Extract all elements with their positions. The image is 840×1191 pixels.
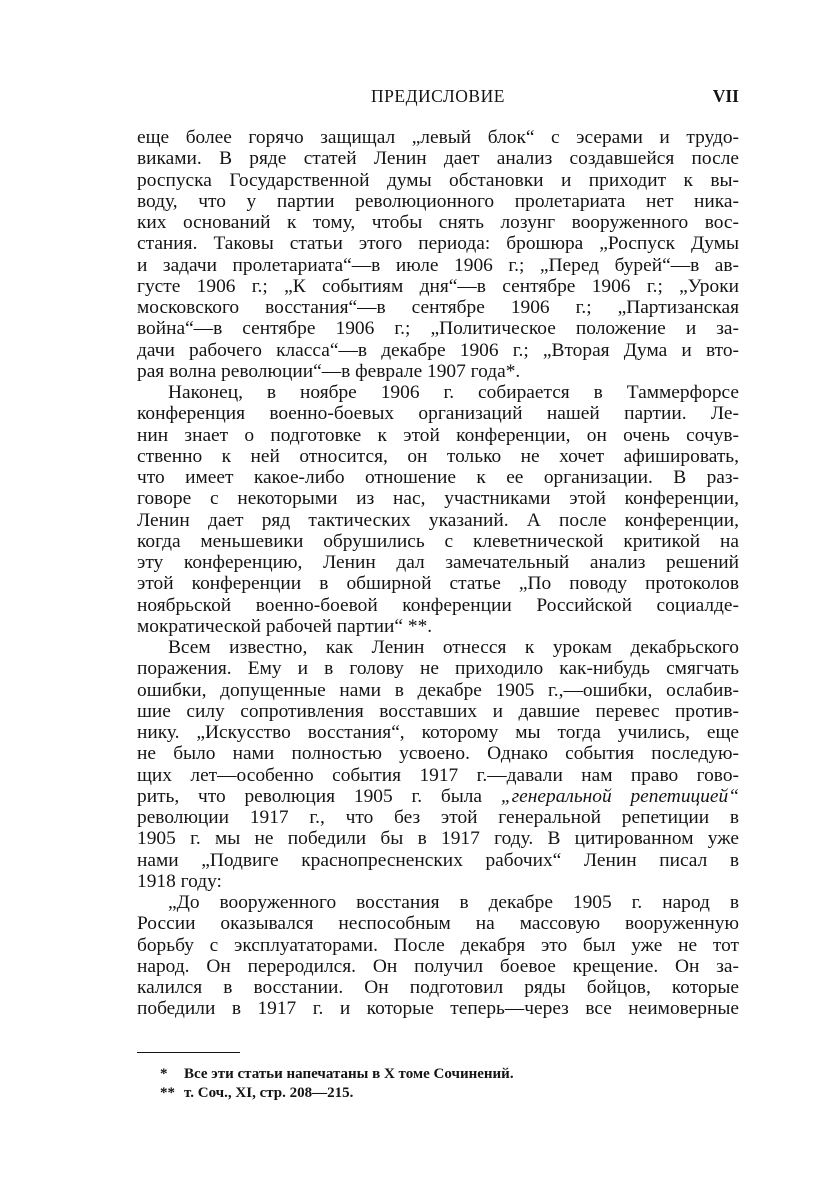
- running-head: [137, 86, 739, 110]
- text-line: шие силу сопротивления восставших и давшие перевес против-: [137, 700, 739, 722]
- footnote-text: Все эти статьи напечатаны в X томе Сочинений.: [184, 1066, 514, 1082]
- text-line: эту конференцию, Ленин дал замечательный анализ решений: [137, 552, 739, 573]
- text-line: борьбу с эксплуататорами. После декабря это был уже не тот: [137, 934, 739, 956]
- text-line: ошибки, допущенные нами в декабре 1905 г.,—ошибки, ослабив-: [137, 679, 739, 701]
- text-line: конференция военно-боевых организаций нашей партии. Ле-: [137, 403, 739, 425]
- footnote-mark: *: [160, 1066, 168, 1082]
- body-text: [137, 127, 739, 1020]
- footnote-mark: **: [160, 1084, 175, 1101]
- text-line: 1918 году:: [137, 870, 222, 892]
- text-line: ноябрьской военно-боевой конференции Российской социалде-: [137, 594, 739, 616]
- text-line: поражения. Ему и в голову не приходило как-нибудь смягчать: [137, 658, 739, 680]
- footnote-text: т. Соч., XI, стр. 208—215.: [184, 1084, 354, 1101]
- text-line: стания. Таковы статьи этого периода: брошюра „Роспуск Думы: [137, 233, 739, 255]
- footnote: [160, 1084, 720, 1103]
- text-line: нин знает о подготовке к этой конференции, он очень сочув-: [137, 424, 739, 446]
- text-line: нами „Подвиге краснопресненских рабочих“ Ленин писал в: [137, 849, 739, 871]
- text-line: дачи рабочего класса“—в декабре 1906 г.; „Вторая Дума и вто-: [137, 339, 739, 361]
- text-line: виками. В ряде статей Ленин дает анализ создавшейся после: [137, 148, 739, 170]
- text-line: ственно к ней относится, он только не хочет афишировать,: [137, 445, 739, 467]
- footnotes: [160, 1065, 720, 1102]
- text-line: мократической рабочей партии“ **.: [137, 615, 433, 637]
- text-line: этой конференции в обширной статье „По поводу протоколов: [137, 573, 739, 595]
- page-number: VII: [712, 86, 739, 106]
- emphasis-text: „генеральной репетицией“: [500, 785, 739, 807]
- text-line: щих лет—особенно события 1917 г.—давали нам право гово-: [137, 764, 739, 786]
- text-line: Ленин дает ряд тактических указаний. А после конференции,: [137, 509, 739, 531]
- footnote: [160, 1065, 720, 1084]
- paragraph-start-line: Всем известно, как Ленин отнесся к урокам декабрьского: [168, 637, 739, 658]
- text-line: России оказывался неспособным на массовую вооруженную: [137, 913, 739, 935]
- text-line: революции 1917 г., что без этой генеральной репетиции в: [137, 807, 739, 828]
- text-line: что имеет какое-либо отношение к ее организации. В раз-: [137, 467, 739, 488]
- text-segment: рить, что революция 1905 г. была: [137, 785, 501, 807]
- footnote-divider: [137, 1052, 240, 1053]
- text-line: не было нами полностью усвоено. Однако события последую-: [137, 743, 739, 765]
- text-line: ких оснований к тому, чтобы снять лозунг вооруженного вос-: [137, 212, 739, 233]
- text-line: когда меньшевики обрушились с клеветнической критикой на: [137, 530, 739, 552]
- text-line: победили в 1917 г. и которые теперь—через все неимоверные: [137, 998, 739, 1020]
- text-line: война“—в сентябре 1906 г.; „Политическое положение и за-: [137, 318, 739, 340]
- quote-start-line: „До вооруженного восстания в декабре 1905 г. народ в: [168, 892, 739, 913]
- text-line: еще более горячо защищал „левый блок“ с эсерами и трудо-: [137, 127, 739, 148]
- text-line: калился в восстании. Он подготовил ряды бойцов, которые: [137, 977, 739, 998]
- text-line: говоре с некоторыми из нас, участниками этой конференции,: [137, 488, 739, 510]
- paragraph-start-line: Наконец, в ноябре 1906 г. собирается в Таммерфорсе: [168, 382, 739, 403]
- text-line: густе 1906 г.; „К событиям дня“—в сентябре 1906 г.; „Уроки: [137, 275, 739, 297]
- running-head-title: ПРЕДИСЛОВИЕ: [371, 86, 505, 106]
- text-line: воду, что у партии революционного пролетариата нет ника-: [137, 190, 739, 212]
- text-line: московского восстания“—в сентябре 1906 г.; „Партизанская: [137, 297, 739, 318]
- text-line: и задачи пролетариата“—в июле 1906 г.; „Перед бурей“—в ав-: [137, 254, 739, 276]
- text-line: 1905 г. мы не победили бы в 1917 году. В цитированном уже: [137, 828, 739, 850]
- text-line-with-emphasis: [137, 786, 739, 807]
- text-line: народ. Он переродился. Он получил боевое крещение. Он за-: [137, 955, 739, 977]
- text-line: нику. „Искусство восстания“, которому мы тогда учились, еще: [137, 722, 739, 743]
- text-line: роспуска Государственной думы обстановки и приходит к вы-: [137, 169, 739, 191]
- text-line: рая волна революции“—в феврале 1907 года*.: [137, 360, 521, 382]
